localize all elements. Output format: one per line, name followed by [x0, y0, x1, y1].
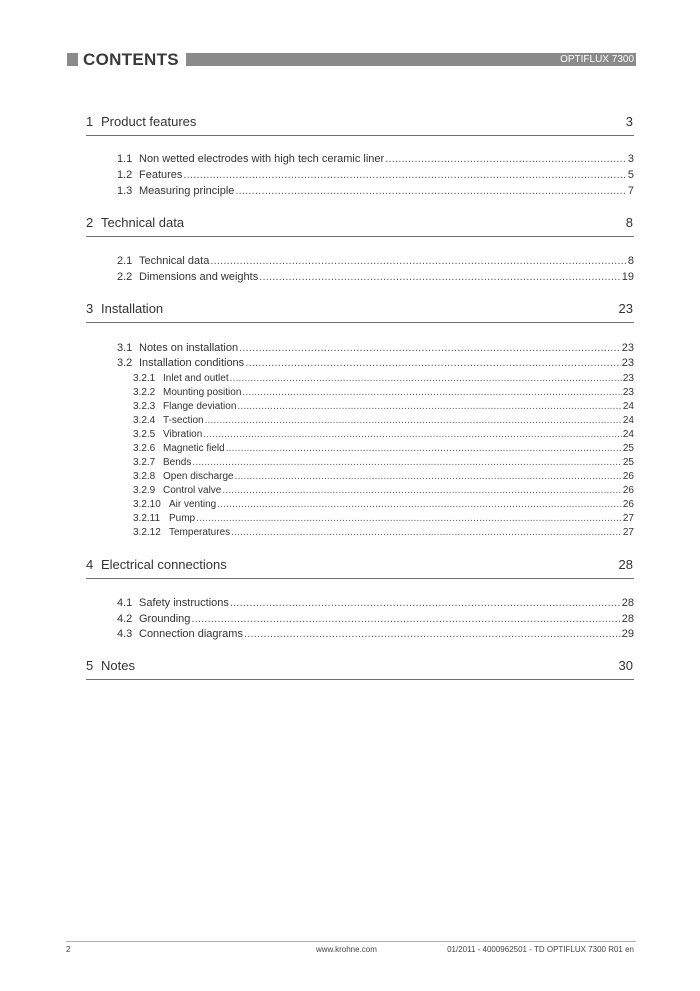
toc-subentry[interactable] [133, 456, 634, 470]
entry-number: 3.2 [117, 357, 133, 369]
toc-subentry[interactable] [133, 372, 634, 386]
dot-leader [231, 526, 622, 540]
toc-subentry[interactable] [133, 428, 634, 442]
entry-page: 27 [622, 527, 634, 538]
entry-title: Installation conditions [139, 357, 245, 369]
dot-leader [385, 152, 627, 167]
footer-rule [66, 941, 636, 942]
entry-page: 5 [627, 169, 634, 181]
entry-number: 2.1 [117, 255, 133, 267]
entry-number: 3.2.6 [133, 443, 156, 454]
entry-title: Technical data [139, 255, 210, 267]
entry-page: 26 [622, 471, 634, 482]
entry-page: 3 [627, 153, 634, 165]
header-square-marker [67, 53, 78, 66]
dot-leader [235, 184, 626, 199]
toc-entry[interactable] [117, 270, 634, 285]
toc-entry[interactable] [117, 596, 634, 611]
entry-number: 1.3 [117, 185, 133, 197]
chapter-page: 28 [618, 557, 633, 572]
entry-title: Bends [163, 457, 192, 468]
header-product-name: OPTIFLUX 7300 [560, 54, 634, 65]
entry-title: Pump [169, 513, 196, 524]
entry-number: 3.2.8 [133, 471, 156, 482]
toc-subentry[interactable] [133, 386, 634, 400]
entry-title: Grounding [139, 613, 191, 625]
dot-leader [192, 456, 622, 470]
entry-page: 27 [622, 513, 634, 524]
entry-page: 23 [622, 387, 634, 398]
entry-page: 24 [622, 401, 634, 412]
toc-chapter-2[interactable] [86, 214, 634, 237]
toc-subentry[interactable] [133, 512, 634, 526]
toc-subentry[interactable] [133, 414, 634, 428]
chapter-page: 3 [625, 114, 633, 129]
footer-document-reference: 01/2011 - 4000962501 - TD OPTIFLUX 7300 R01 en [447, 945, 634, 954]
entry-number: 1.2 [117, 169, 133, 181]
toc-entry[interactable] [117, 254, 634, 269]
chapter-number: 1 [86, 114, 94, 129]
toc-entry[interactable] [117, 152, 634, 167]
entry-title: Dimensions and weights [139, 271, 259, 283]
dot-leader [196, 512, 622, 526]
toc-entry[interactable] [117, 341, 634, 356]
entry-page: 23 [621, 342, 634, 354]
chapter-title: Installation [101, 301, 164, 316]
entry-page: 24 [622, 429, 634, 440]
entry-page: 23 [622, 373, 634, 384]
chapter-number: 5 [86, 658, 94, 673]
chapter-number: 4 [86, 557, 94, 572]
entry-page: 26 [622, 485, 634, 496]
toc-subentry[interactable] [133, 526, 634, 540]
entry-number: 3.2.4 [133, 415, 156, 426]
entry-page: 29 [621, 628, 634, 640]
entry-number: 2.2 [117, 271, 133, 283]
entry-number: 3.2.10 [133, 499, 161, 510]
entry-page: 23 [621, 357, 634, 369]
entry-title: Mounting position [163, 387, 242, 398]
entry-page: 24 [622, 415, 634, 426]
dot-leader [230, 596, 621, 611]
chapter-title: Technical data [101, 215, 185, 230]
toc-subentry[interactable] [133, 442, 634, 456]
entry-page: 25 [622, 457, 634, 468]
entry-number: 1.1 [117, 153, 133, 165]
entry-number: 3.2.2 [133, 387, 156, 398]
entry-title: Inlet and outlet [163, 373, 229, 384]
entry-title: Non wetted electrodes with high tech ceramic liner [139, 153, 385, 165]
entry-title: Notes on installation [139, 342, 239, 354]
toc-chapter-1[interactable] [86, 113, 634, 136]
dot-leader [191, 612, 620, 627]
toc-chapter-4[interactable] [86, 556, 634, 579]
dot-leader [210, 254, 627, 269]
entry-number: 3.2.9 [133, 485, 156, 496]
entry-number: 4.1 [117, 597, 133, 609]
entry-number: 3.2.7 [133, 457, 156, 468]
entry-title: Features [139, 169, 183, 181]
entry-number: 3.2.5 [133, 429, 156, 440]
entry-number: 3.2.1 [133, 373, 156, 384]
dot-leader [217, 498, 622, 512]
toc-subentry[interactable] [133, 470, 634, 484]
entry-page: 26 [622, 499, 634, 510]
entry-title: T-section [163, 415, 204, 426]
dot-leader [226, 442, 622, 456]
toc-entry[interactable] [117, 627, 634, 642]
chapter-title: Notes [101, 658, 135, 673]
toc-entry[interactable] [117, 168, 634, 183]
entry-number: 4.2 [117, 613, 133, 625]
toc-subentry[interactable] [133, 484, 634, 498]
page-title: CONTENTS [83, 50, 179, 69]
dot-leader [205, 414, 622, 428]
entry-title: Air venting [169, 499, 217, 510]
entry-title: Measuring principle [139, 185, 235, 197]
dot-leader [259, 270, 621, 285]
footer-website-link[interactable]: www.krohne.com [316, 945, 377, 954]
dot-leader [222, 484, 622, 498]
dot-leader [242, 386, 621, 400]
footer-page-number: 2 [66, 945, 71, 954]
entry-title: Magnetic field [163, 443, 225, 454]
toc-chapter-5[interactable] [86, 657, 634, 680]
entry-title: Temperatures [169, 527, 231, 538]
dot-leader [239, 341, 621, 356]
toc-subentry[interactable] [133, 400, 634, 414]
dot-leader [244, 627, 621, 642]
dot-leader [235, 470, 622, 484]
dot-leader [203, 428, 622, 442]
entry-title: Connection diagrams [139, 628, 243, 640]
dot-leader [245, 356, 621, 371]
toc-entry[interactable] [117, 184, 634, 199]
entry-number: 4.3 [117, 628, 133, 640]
dot-leader [230, 372, 622, 386]
entry-page: 28 [621, 597, 634, 609]
chapter-number: 3 [86, 301, 94, 316]
entry-title: Safety instructions [139, 597, 229, 609]
entry-page: 28 [621, 613, 634, 625]
chapter-page: 23 [618, 301, 633, 316]
chapter-title: Electrical connections [101, 557, 227, 572]
toc-subentry[interactable] [133, 498, 634, 512]
chapter-number: 2 [86, 215, 94, 230]
toc-entry[interactable] [117, 612, 634, 627]
dot-leader [183, 168, 626, 183]
entry-number: 3.2.3 [133, 401, 156, 412]
chapter-page: 30 [618, 658, 633, 673]
entry-number: 3.2.11 [133, 513, 161, 524]
entry-title: Control valve [163, 485, 222, 496]
entry-title: Flange deviation [163, 401, 237, 412]
entry-number: 3.2.12 [133, 527, 161, 538]
entry-number: 3.1 [117, 342, 133, 354]
dot-leader [237, 400, 621, 414]
toc-entry[interactable] [117, 356, 634, 371]
entry-page: 8 [627, 255, 634, 267]
entry-page: 7 [627, 185, 634, 197]
toc-chapter-3[interactable] [86, 300, 634, 323]
entry-page: 19 [621, 271, 634, 283]
entry-title: Open discharge [163, 471, 234, 482]
entry-title: Vibration [163, 429, 203, 440]
entry-page: 25 [622, 443, 634, 454]
chapter-title: Product features [101, 114, 197, 129]
chapter-page: 8 [625, 215, 633, 230]
